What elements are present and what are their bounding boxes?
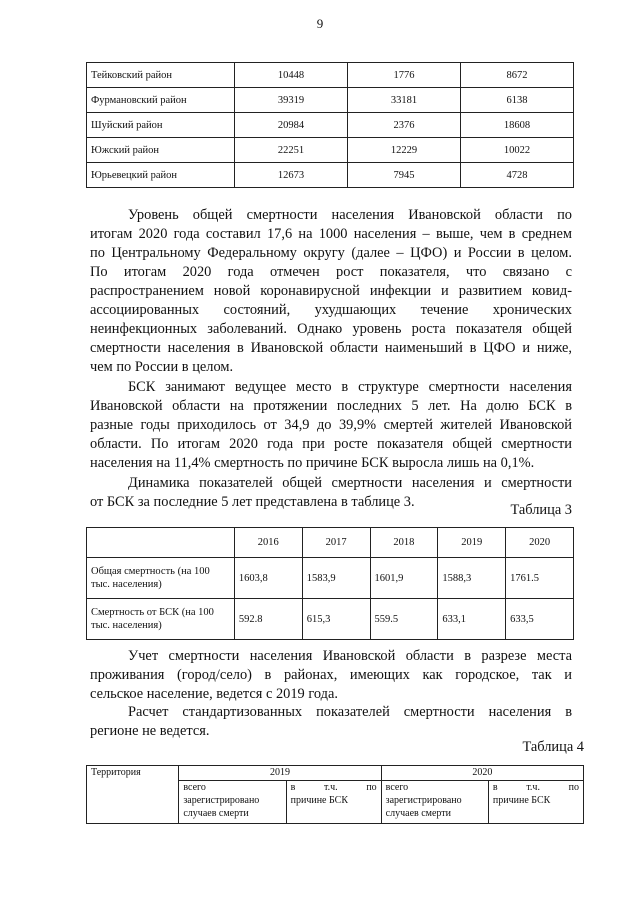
district-row [87, 113, 574, 138]
district-value: 12673 [235, 163, 348, 188]
district-value: 12229 [348, 138, 461, 163]
table4-sub-total: всего зарегистрировано случаев смерти [179, 781, 286, 824]
table4-sub-bsk: в т.ч. по причине БСК [488, 781, 583, 824]
table3-cell: 615,3 [302, 599, 370, 640]
table4-sub-bsk: в т.ч. по причине БСК [286, 781, 381, 824]
districts-table [86, 62, 574, 188]
table4-year-2020: 2020 [381, 766, 583, 781]
table3-year: 2016 [234, 528, 302, 558]
table3-header-row [87, 528, 574, 558]
table3-year: 2017 [302, 528, 370, 558]
table4-caption: Таблица 4 [522, 739, 584, 755]
district-value: 10448 [235, 63, 348, 88]
table4-header-row [87, 766, 584, 781]
district-value: 33181 [348, 88, 461, 113]
table3-caption: Таблица 3 [510, 502, 572, 518]
table3-cell: 1603,8 [234, 558, 302, 599]
district-value: 22251 [235, 138, 348, 163]
table3-header-empty [87, 528, 235, 558]
district-row [87, 138, 574, 163]
table3-row-bsk [87, 599, 574, 640]
paragraph-mortality-level: Уровень общей смертности населения Ивановской области по итогам 2020 года составил 17,6 на 1000 населения – выше, чем в среднем по Центральному Федеральному округу (далее – ЦФО) и России в целом. По итогам 2020 года отмечен рост показателя, что связано с распространением новой коронавирусной инфекции и развитием ковид- ассоциированных состояний, ухудшающих течение хронических неинфекционных заболеваний. Однако уровень роста показателя общей смертности населения в Ивановской области наименьший в ЦФО и ниже, чем по России в целом. [90, 207, 572, 375]
district-value: 8672 [460, 63, 573, 88]
table3-row-label: Общая смертность (на 100 тыс. населения) [87, 558, 235, 599]
table3-year: 2018 [370, 528, 438, 558]
table3-cell: 1583,9 [302, 558, 370, 599]
table3-year: 2020 [506, 528, 574, 558]
district-value: 7945 [348, 163, 461, 188]
table3-cell: 633,5 [506, 599, 574, 640]
table3-cell: 1601,9 [370, 558, 438, 599]
district-value: 39319 [235, 88, 348, 113]
district-value: 4728 [460, 163, 573, 188]
paragraph-residence: Учет смертности населения Ивановской области в разрезе места проживания (город/село) в районах, имеющих как городское, так и сельское население, ведется с 2019 года. [90, 648, 572, 702]
district-value: 10022 [460, 138, 573, 163]
district-row [87, 163, 574, 188]
table3-cell: 592.8 [234, 599, 302, 640]
district-value: 1776 [348, 63, 461, 88]
district-value: 6138 [460, 88, 573, 113]
residence-mortality-table [86, 765, 584, 824]
district-row [87, 63, 574, 88]
district-value: 20984 [235, 113, 348, 138]
table3-row-label: Смертность от БСК (на 100 тыс. населения) [87, 599, 235, 640]
district-value: 18608 [460, 113, 573, 138]
district-row [87, 88, 574, 113]
table3-cell: 1761.5 [506, 558, 574, 599]
district-name: Шуйский район [87, 113, 235, 138]
table4-sub-total: всего зарегистрировано случаев смерти [381, 781, 488, 824]
page-number: 9 [316, 16, 324, 31]
table3-cell: 1588,3 [438, 558, 506, 599]
table3-year: 2019 [438, 528, 506, 558]
district-name: Юрьевецкий район [87, 163, 235, 188]
district-name: Тейковский район [87, 63, 235, 88]
district-name: Фурмановский район [87, 88, 235, 113]
paragraph-bsk-share: БСК занимают ведущее место в структуре смертности населения Ивановской области на протяжении последних 5 лет. На долю БСК в разные годы приходилось от 34,9 до 39,9% смертей жителей Ивановской области. По итогам 2020 года при росте показателя общей смертности населения на 11,4% смертность по причине БСК выросла лишь на 0,1%. [90, 379, 572, 471]
paragraph-dynamics: Динамика показателей общей смертности населения и смертности от БСК за последние 5 лет представлена в таблице 3. [90, 475, 572, 510]
mortality-dynamics-table [86, 527, 574, 640]
table4-territory-header: Территория [87, 766, 179, 824]
table3-cell: 633,1 [438, 599, 506, 640]
table3-row-total [87, 558, 574, 599]
paragraph-standardized: Расчет стандартизованных показателей смертности населения в регионе не ведется. [90, 704, 572, 739]
table4-year-2019: 2019 [179, 766, 381, 781]
district-name: Южский район [87, 138, 235, 163]
table3-cell: 559.5 [370, 599, 438, 640]
district-value: 2376 [348, 113, 461, 138]
